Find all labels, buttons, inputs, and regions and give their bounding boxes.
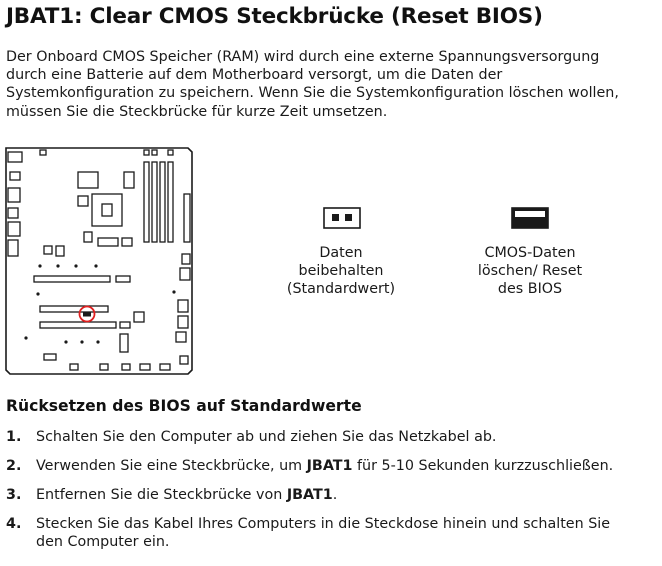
step-number: 3. bbox=[6, 487, 22, 503]
step-text-line: den Computer ein. bbox=[36, 534, 170, 550]
jumper-open-icon bbox=[323, 207, 361, 229]
motherboard-diagram bbox=[4, 142, 194, 378]
step-item bbox=[6, 486, 656, 504]
intro-line: Systemkonfiguration zu speichern. Wenn Sie die Systemkonfiguration löschen wollen, bbox=[6, 85, 619, 102]
step-text bbox=[36, 486, 656, 504]
caption-keep-data bbox=[270, 244, 412, 298]
jumper-bridged-icon bbox=[511, 207, 549, 229]
caption-line: CMOS-Daten bbox=[484, 245, 576, 261]
caption-line: (Standardwert) bbox=[286, 281, 396, 297]
step-item bbox=[6, 428, 656, 446]
steps-list bbox=[6, 428, 656, 562]
step-text-part: . bbox=[332, 487, 338, 503]
step-text-part: Verwenden Sie eine Steckbrücke, um bbox=[36, 458, 307, 474]
step-text-part: für 5-10 Sekunden kurzzuschließen. bbox=[352, 458, 614, 474]
jumper-name: JBAT1 bbox=[306, 458, 353, 474]
step-item bbox=[6, 515, 656, 551]
step-text-line: Stecken Sie das Kabel Ihres Computers in die Steckdose hinein und schalten Sie bbox=[36, 516, 611, 532]
caption-line: des BIOS bbox=[497, 281, 563, 297]
jbat1-location-marker bbox=[80, 307, 95, 322]
intro-line: durch eine Batterie auf dem Motherboard versorgt, um die Daten der bbox=[6, 67, 503, 84]
caption-line: beibehalten bbox=[298, 263, 384, 279]
caption-line: löschen/ Reset bbox=[477, 263, 583, 279]
section-heading: Rücksetzen des BIOS auf Standardwerte bbox=[6, 397, 362, 415]
step-text bbox=[36, 515, 656, 551]
step-number: 1. bbox=[6, 429, 22, 445]
step-text-part: Entfernen Sie die Steckbrücke von bbox=[36, 487, 287, 503]
jumper-name: JBAT1 bbox=[286, 487, 333, 503]
step-number: 2. bbox=[6, 458, 22, 474]
step-text-part: Schalten Sie den Computer ab und ziehen Sie das Netzkabel ab. bbox=[36, 429, 497, 445]
intro-line: müssen Sie die Steckbrücke für kurze Zeit umsetzen. bbox=[6, 103, 388, 120]
step-text bbox=[36, 428, 656, 446]
step-item bbox=[6, 457, 656, 475]
intro-paragraph bbox=[6, 48, 658, 121]
intro-line: Der Onboard CMOS Speicher (RAM) wird durch eine externe Spannungsversorgung bbox=[6, 49, 600, 65]
step-text bbox=[36, 457, 656, 475]
page-title: JBAT1: Clear CMOS Steckbrücke (Reset BIOS) bbox=[6, 4, 543, 29]
caption-line: Daten bbox=[319, 245, 363, 261]
caption-clear-cmos bbox=[458, 244, 602, 298]
step-number: 4. bbox=[6, 516, 22, 532]
